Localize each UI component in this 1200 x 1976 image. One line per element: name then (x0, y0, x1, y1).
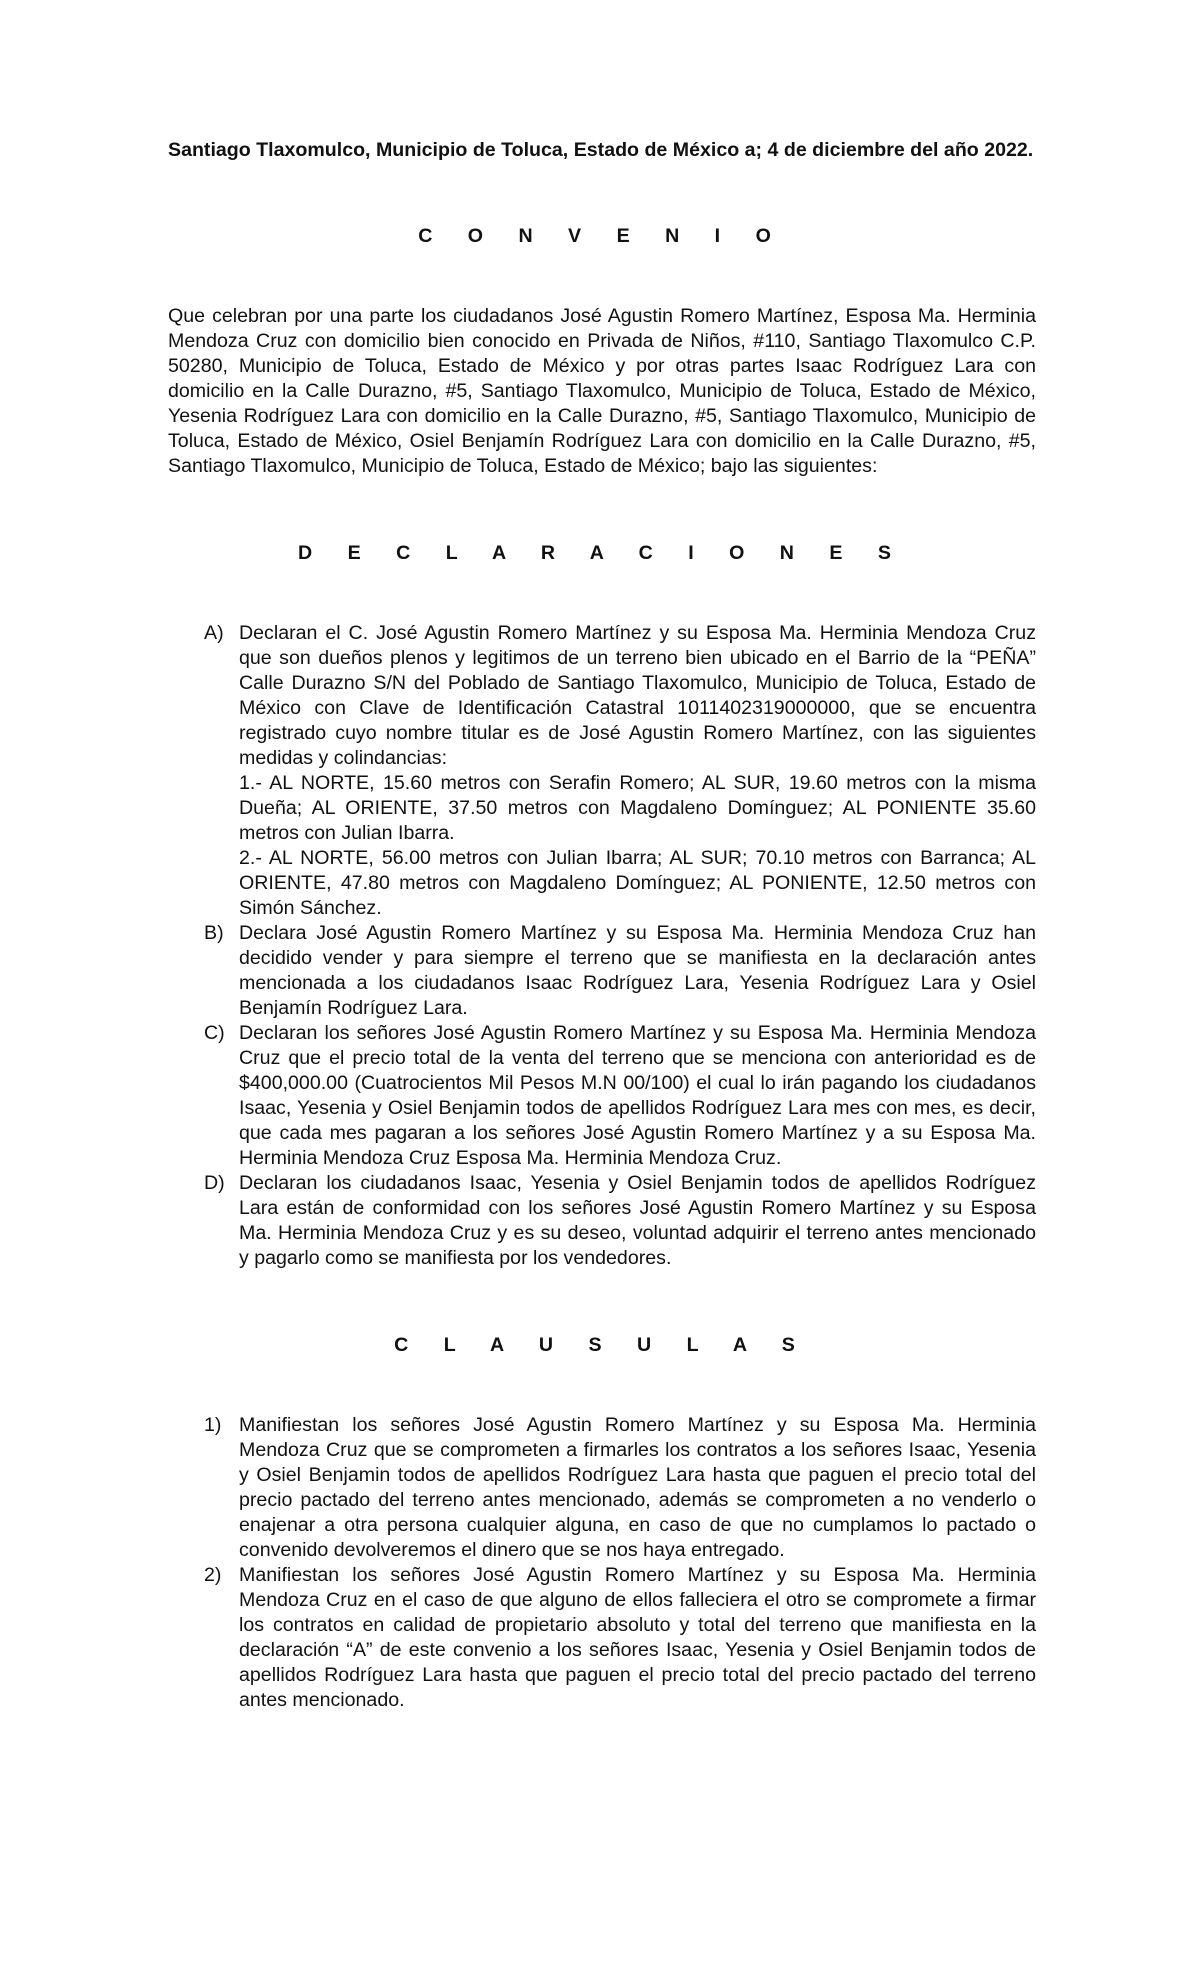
declaracion-c (168, 1021, 1036, 1171)
colindancias-2: 2.- AL NORTE, 56.00 metros con Julian Ibarra; AL SUR; 70.10 metros con Barranca; AL ORIENTE, 47.80 metros con Magdaleno Domínguez; AL PONIENTE, 12.50 metros con Simón Sánchez. (239, 847, 1036, 919)
clausula-text: Manifiestan los señores José Agustin Romero Martínez y su Esposa Ma. Herminia Mendoza Cruz que se comprometen a firmarles los contratos a los señores Isaac, Yesenia y Osiel Benjamin todos de apellidos Rodríguez Lara hasta que paguen el precio total del precio pactado del terreno antes mencionado, además se comprometen a no venderlo o enajenar a otra persona cualquier alguna, en caso de que no cumplamos lo pactado o convenido devolveremos el dinero que se nos haya entregado. (239, 1414, 1036, 1561)
colindancias-1: 1.- AL NORTE, 15.60 metros con Serafin Romero; AL SUR, 19.60 metros con la misma Dueña; AL ORIENTE, 37.50 metros con Magdaleno Domínguez; AL PONIENTE 35.60 metros con Julian Ibarra. (239, 772, 1036, 844)
declaracion-b (168, 921, 1036, 1021)
declaracion-text: Declaran los ciudadanos Isaac, Yesenia y Osiel Benjamin todos de apellidos Rodríguez Lara están de conformidad con los señores José Agustin Romero Martínez y su Esposa Ma. Herminia Mendoza Cruz y es su deseo, voluntad adquirir el terreno antes mencionado y pagarlo como se manifiesta por los vendedores. (239, 1172, 1036, 1269)
list-marker: C) (204, 1022, 225, 1044)
title-convenio: C O N V E N I O (418, 225, 786, 247)
declaracion-a (168, 621, 1036, 921)
clausulas-list (168, 1413, 1036, 1713)
declaracion-text: Declaran los señores José Agustin Romero Martínez y su Esposa Ma. Herminia Mendoza Cruz que el precio total de la venta del terreno que se menciona con anterioridad es de $400,000.00 (Cuatrocientos Mil Pesos M.N 00/100) el cual lo irán pagando los ciudadanos Isaac, Yesenia y Osiel Benjamin todos de apellidos Rodríguez Lara mes con mes, es decir, que cada mes pagaran a los señores José Agustin Romero Martínez y a su Esposa Ma. Herminia Mendoza Cruz Esposa Ma. Herminia Mendoza Cruz. (239, 1022, 1036, 1169)
document-page (168, 138, 1036, 1713)
list-marker: 2) (204, 1564, 222, 1586)
declaracion-text: Declaran el C. José Agustin Romero Martínez y su Esposa Ma. Herminia Mendoza Cruz que son dueños plenos y legitimos de un terreno bien ubicado en el Barrio de la “PEÑA” Calle Durazno S/N del Poblado de Santiago Tlaxomulco, Municipio de Toluca, Estado de México con Clave de Identificación Catastral 1011402319000000, que se encuentra registrado cuyo nombre titular es de José Agustin Romero Martínez, con las siguientes medidas y colindancias: (239, 622, 1036, 769)
clausula-1 (168, 1413, 1036, 1563)
clausula-text: Manifiestan los señores José Agustin Romero Martínez y su Esposa Ma. Herminia Mendoza Cruz en el caso de que alguno de ellos falleciera el otro se compromete a firmar los contratos en calidad de propietario absoluto y total del terreno que manifiesta en la declaración “A” de este convenio a los señores Isaac, Yesenia y Osiel Benjamin todos de apellidos Rodríguez Lara hasta que paguen el precio total del precio pactado del terreno antes mencionado. (239, 1564, 1036, 1711)
title-declaraciones: D E C L A R A C I O N E S (298, 542, 906, 564)
list-marker: B) (204, 922, 224, 944)
list-marker: A) (204, 622, 224, 644)
list-marker: 1) (204, 1414, 222, 1436)
date-line: Santiago Tlaxomulco, Municipio de Toluca, Estado de México a; 4 de diciembre del año 2022. (168, 139, 1034, 161)
intro-paragraph: Que celebran por una parte los ciudadanos José Agustin Romero Martínez, Esposa Ma. Herminia Mendoza Cruz con domicilio bien conocido en Privada de Niños, #110, Santiago Tlaxomulco C.P. 50280, Municipio de Toluca, Estado de México y por otras partes Isaac Rodríguez Lara con domicilio en la Calle Durazno, #5, Santiago Tlaxomulco, Municipio de Toluca, Estado de México, Yesenia Rodríguez Lara con domicilio en la Calle Durazno, #5, Santiago Tlaxomulco, Municipio de Toluca, Estado de México, Osiel Benjamín Rodríguez Lara con domicilio en la Calle Durazno, #5, Santiago Tlaxomulco, Municipio de Toluca, Estado de México; bajo las siguientes: (168, 305, 1036, 477)
title-clausulas: C L A U S U L A S (394, 1334, 810, 1356)
list-marker: D) (204, 1172, 225, 1194)
declaracion-d (168, 1171, 1036, 1271)
clausula-2 (168, 1563, 1036, 1713)
declaracion-text: Declara José Agustin Romero Martínez y su Esposa Ma. Herminia Mendoza Cruz han decidido vender y para siempre el terreno que se manifiesta en la declaración antes mencionada a los ciudadanos Isaac Rodríguez Lara, Yesenia Rodríguez Lara y Osiel Benjamín Rodríguez Lara. (239, 922, 1036, 1019)
declaraciones-list (168, 621, 1036, 1271)
